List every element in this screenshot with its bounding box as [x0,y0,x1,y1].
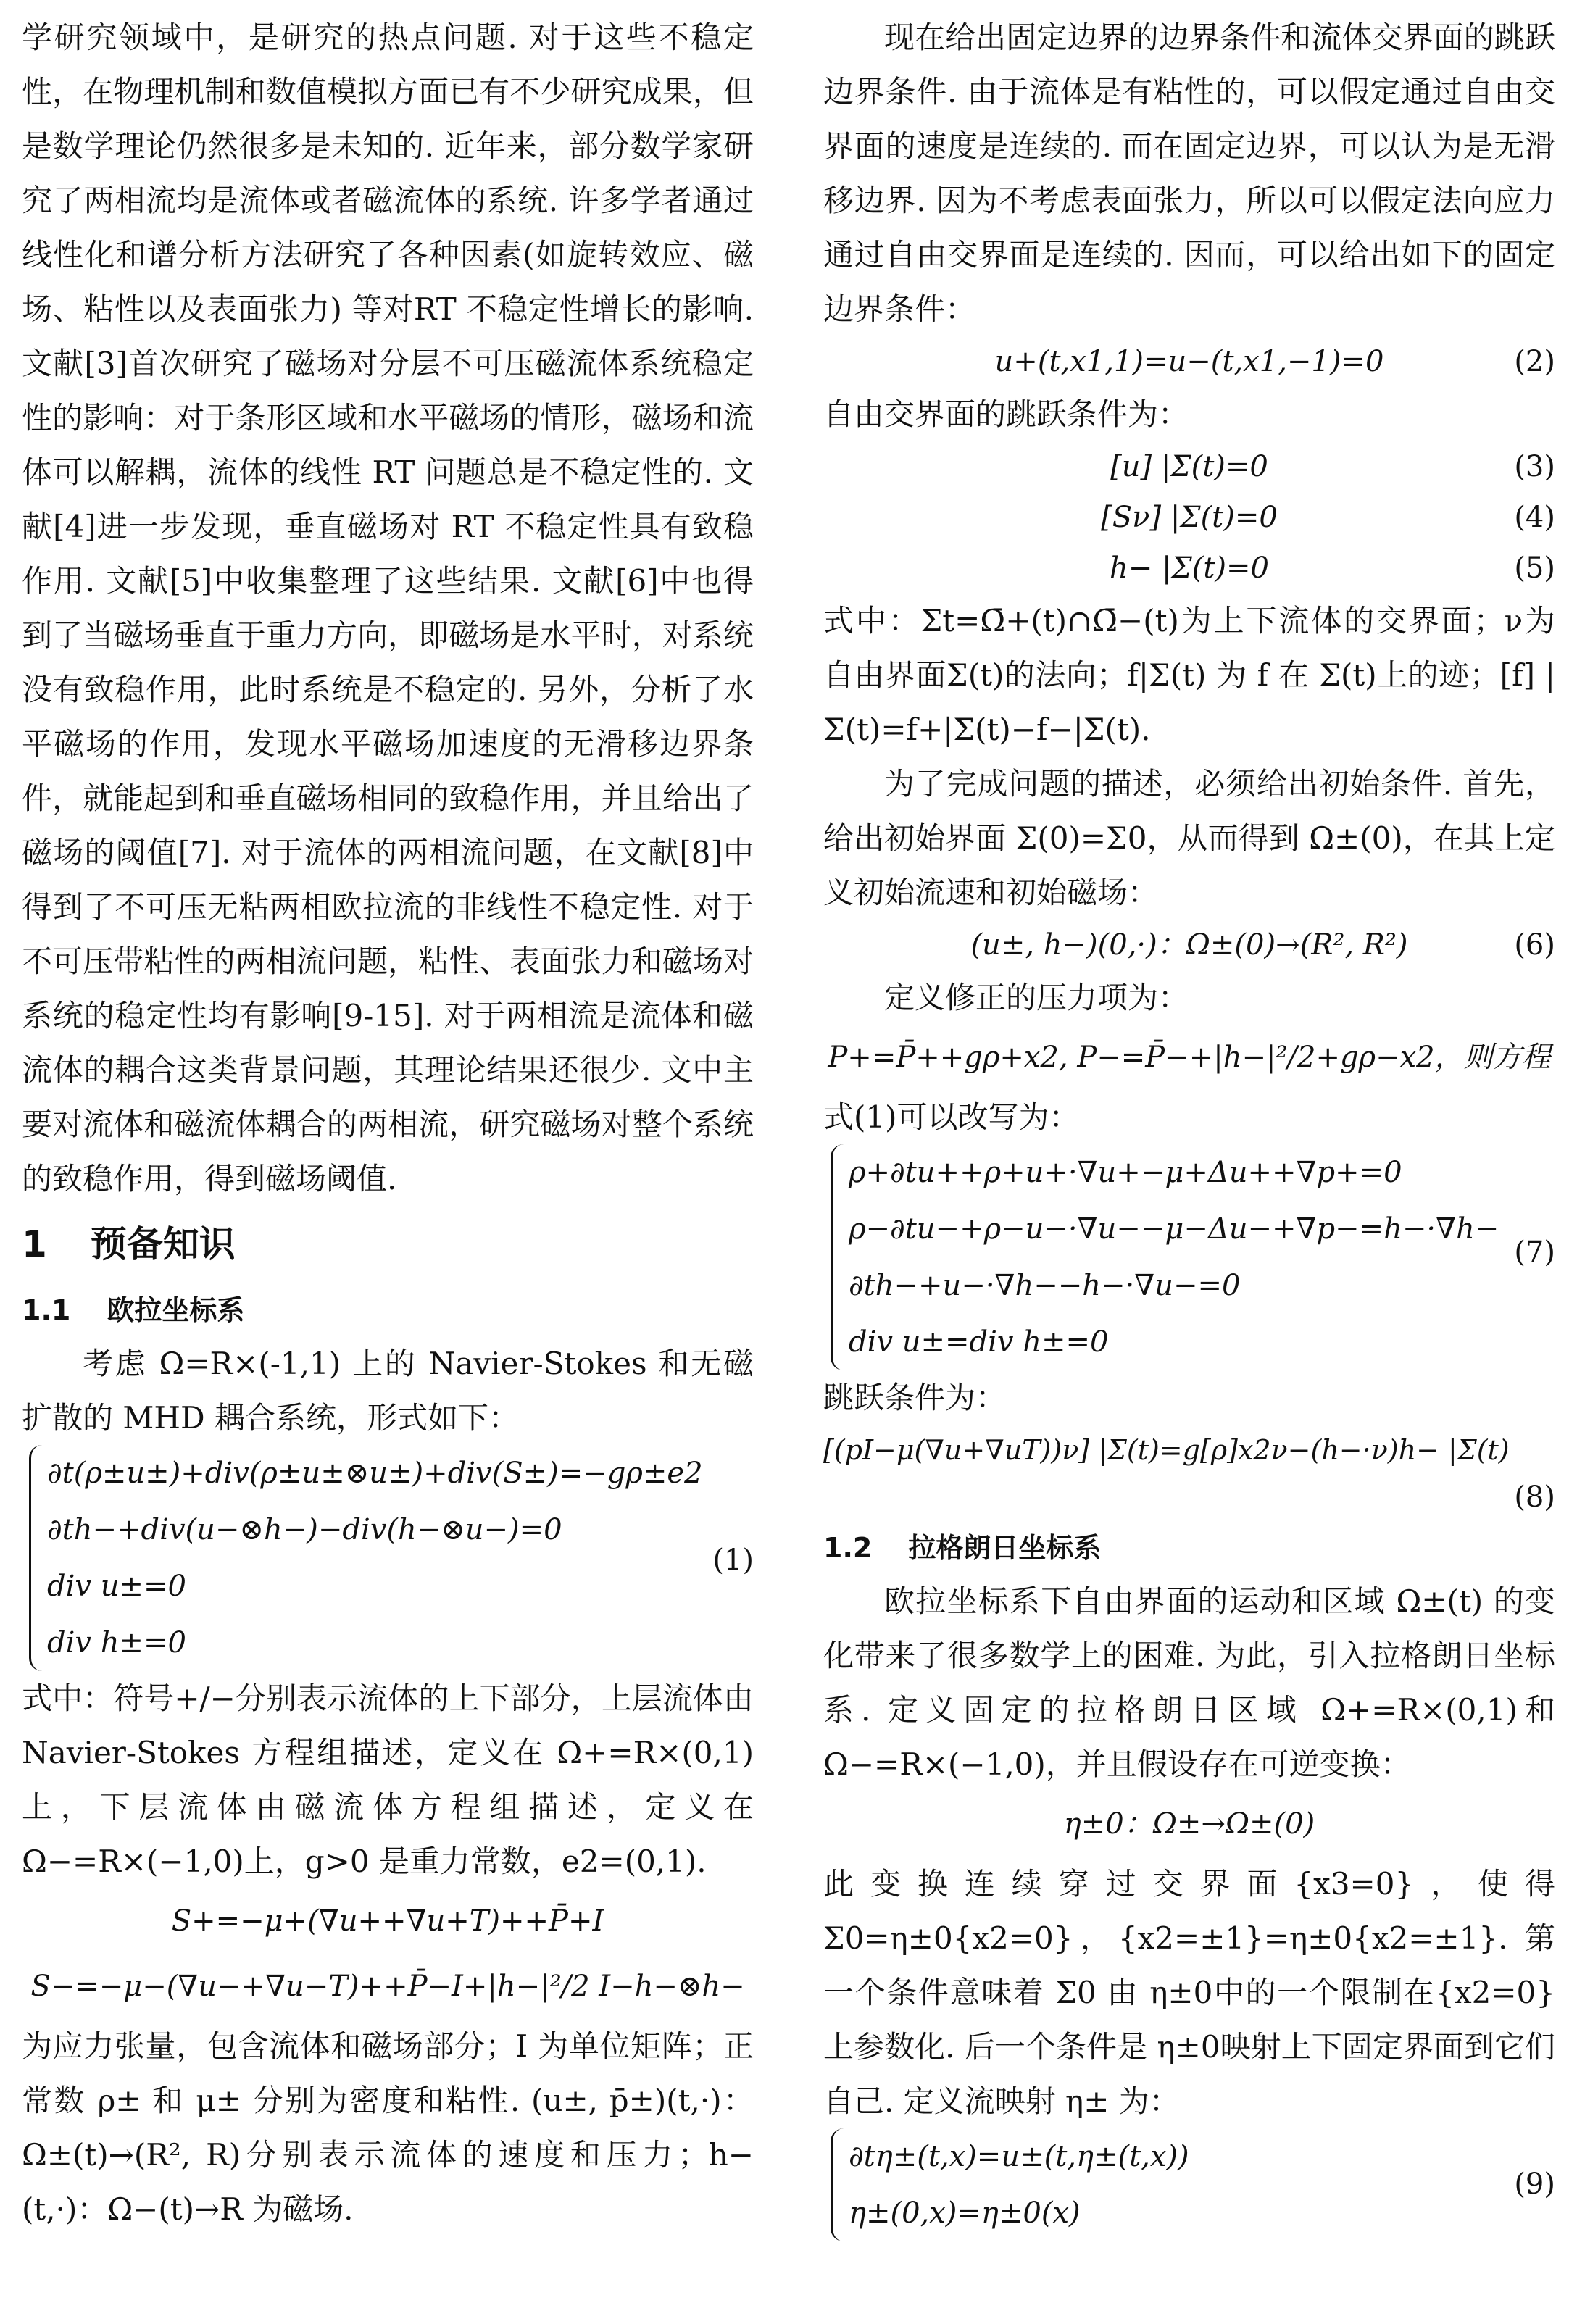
paragraph: 式中：符号+/−分别表示流体的上下部分，上层流体由 Navier-Stokes 方程组描述，定义在 Ω+=R×(0,1)上，下层流体由磁流体方程组描述，定义在 Ω−=R×(−1,0)上，g>0 是重力常数，e2=(0,1). [22,1680,754,1879]
equation-system-9 [831,2128,1555,2241]
equation-line: div u±=0 [47,1570,186,1603]
paragraph: 自由交界面的跳跃条件为： [823,396,1189,432]
left-column [22,10,754,2236]
equation-number: (3) [1514,450,1555,483]
equation-number: (2) [1514,345,1555,378]
equation-number: (1) [712,1544,754,1577]
section-heading [22,1219,754,1270]
stress-tensor-upper: S+=−μ+(∇u++∇u+T)++P̄+I [171,1904,604,1938]
equation-5 [823,543,1555,594]
equation-3 [823,441,1555,492]
paragraph: 现在给出固定边界的边界条件和流体交界面的跳跃边界条件. 由于流体是有粘性的，可以假定通过自由交界面的速度是连续的. 而在固定边界，可以认为是无滑移边界. 因为不考虑表面张力，所以可以假定法向应力通过自由交界面是连续的. 因而，可以给出如下的固定边界条件： [823,20,1555,327]
equation-number: (6) [1514,928,1555,962]
equation-line: div u±=div h±=0 [849,1325,1109,1359]
section-title: 预备知识 [90,1223,236,1265]
equation-6 [823,920,1555,970]
equation-line: div h±=0 [47,1626,186,1659]
equation-line: ρ−∂tu−+ρ−u−·∇u−−μ−Δu−+∇p−=h−·∇h− [849,1212,1499,1246]
equation-line: ∂t(ρ±u±)+div(ρ±u±⊗u±)+div(S±)=−gρ±e2 [47,1457,703,1490]
stress-tensor-lower: S−=−μ−(∇u−+∇u−T)++P̄−I+|h−|²/2 I−h−⊗h− [30,1970,745,2003]
subsection-heading [823,1525,1555,1571]
equation-body: [u] |Σ(t)=0 [1110,450,1268,483]
equation-body: u+(t,x1,1)=u−(t,x1,−1)=0 [994,345,1384,378]
paragraph: 此变换连续穿过交界面{x3=0}，使得 Σ0=η±0{x2=0}，{x2=±1}=η±0{x2=±1}. 第一个条件意味着 Σ0 由 η±0中的一个限制在{x2=0}上参数化. 后一个条件是 η±0映射上下固定界面到它们自己. 定义流映射 η± 为： [823,1866,1555,2119]
pressure-definition: P+=P̄++gρ+x2, P−=P̄−+|h−|²/2+gρ−x2，则方程 [828,1041,1551,1074]
subsection-title: 欧拉坐标系 [107,1294,245,1326]
equation-body: h− |Σ(t)=0 [1110,551,1269,585]
equation-system-1 [29,1445,754,1671]
paragraph: 考虑 Ω=R×(-1,1) 上的 Navier-Stokes 和无磁扩散的 MHD 耦合系统，形式如下： [22,1346,754,1436]
equation-line: ∂tη±(t,x)=u±(t,η±(t,x)) [849,2140,1189,2173]
flow-map-transform: η±0：Ω±→Ω±(0) [1063,1807,1315,1841]
section-number: 1 [22,1223,47,1265]
paragraph: 欧拉坐标系下自由界面的运动和区域 Ω±(t) 的变化带来了很多数学上的困难. 为此，引入拉格朗日坐标系. 定义固定的拉格朗日区域 Ω+=R×(0,1)和 Ω−=R×(−1,0)，并且假设存在可逆变换： [823,1583,1555,1782]
equation-number: (4) [1514,501,1555,534]
equation-line: η±(0,x)=η±0(x) [849,2196,1081,2230]
equation-number: (7) [1514,1236,1555,1269]
equation-2 [823,336,1555,387]
paragraph: 式中：Σt=Ω̄+(t)∩Ω̄−(t)为上下流体的交界面；ν为自由界面Σ(t)的法向；f|Σ(t) 为 f 在 Σ(t)上的迹；[f] |Σ(t)=f+|Σ(t)−f−|Σ(t). [823,603,1555,747]
equation-line: ∂th−+u−·∇h−−h−·∇u−=0 [849,1269,1241,1302]
paragraph: 式(1)可以改写为： [823,1099,1080,1135]
paragraph: 跳跃条件为： [823,1380,1007,1415]
equation-number: (5) [1514,551,1555,585]
subsection-number: 1.1 [22,1294,71,1326]
paragraph: 定义修正的压力项为： [884,980,1189,1015]
equation-line: ∂th−+div(u−⊗h−)−div(h−⊗u−)=0 [47,1513,562,1546]
equation-number: (8) [1514,1480,1555,1514]
equation-number: (9) [1514,2167,1555,2201]
equation-line: ρ+∂tu++ρ+u+·∇u+−μ+Δu++∇p+=0 [849,1156,1402,1189]
equation-4 [823,492,1555,543]
equation-body: [Sν] |Σ(t)=0 [1101,501,1278,534]
equation-8: [(pI−μ(∇u+∇uT))ν] |Σ(t)=g[ρ]x2ν−(h−·ν)h− |Σ(t) [823,1434,1510,1466]
subsection-number: 1.2 [823,1532,873,1564]
right-column [823,10,1555,2241]
equation-body: (u±, h−)(0,·)：Ω±(0)→(R², R²) [970,928,1408,962]
subsection-title: 拉格朗日坐标系 [908,1532,1102,1564]
subsection-heading [22,1287,754,1333]
paragraph: 为应力张量，包含流体和磁场部分；I 为单位矩阵；正常数 ρ± 和 μ± 分别为密度和粘性. (u±, p̄±)(t,·)：Ω±(t)→(R², R)分别表示流体的速度和压力；h−(t,·)：Ω−(t)→R 为磁场. [22,2028,754,2227]
paragraph: 为了完成问题的描述，必须给出初始条件. 首先，给出初始界面 Σ(0)=Σ0，从而得到 Ω±(0)，在其上定义初始流速和初始磁场： [823,766,1555,910]
equation-system-7 [831,1144,1555,1370]
paragraph: 学研究领域中，是研究的热点问题. 对于这些不稳定性，在物理机制和数值模拟方面已有不少研究成果，但是数学理论仍然很多是未知的. 近年来，部分数学家研究了两相流均是流体或者磁流体的系统. 许多学者通过线性化和谱分析方法研究了各种因素(如旋转效应、磁场、粘性以及表面张力) 等对RT 不稳定性增长的影响. 文献[3]首次研究了磁场对分层不可压磁流体系统稳定性的影响：对于条形区域和水平磁场的情形，磁场和流体可以解耦，流体的线性 RT 问题总是不稳定性的. 文献[4]进一步发现，垂直磁场对 RT 不稳定性具有致稳作用. 文献[5]中收集整理了这些结果. 文献[6]中也得到了当磁场垂直于重力方向，即磁场是水平时，对系统没有致稳作用，此时系统是不稳定的. 另外，分析了水平磁场的作用，发现水平磁场加速度的无滑移边界条件，就能起到和垂直磁场相同的致稳作用，并且给出了磁场的阈值[7]. 对于流体的两相流问题，在文献[8]中得到了不可压无粘两相欧拉流的非线性不稳定性. 对于不可压带粘性的两相流问题，粘性、表面张力和磁场对系统的稳定性均有影响[9-15]. 对于两相流是流体和磁流体的耦合这类背景问题，其理论结果还很少. 文中主要对流体和磁流体耦合的两相流，研究磁场对整个系统的致稳作用，得到磁场阈值. [22,20,754,1196]
